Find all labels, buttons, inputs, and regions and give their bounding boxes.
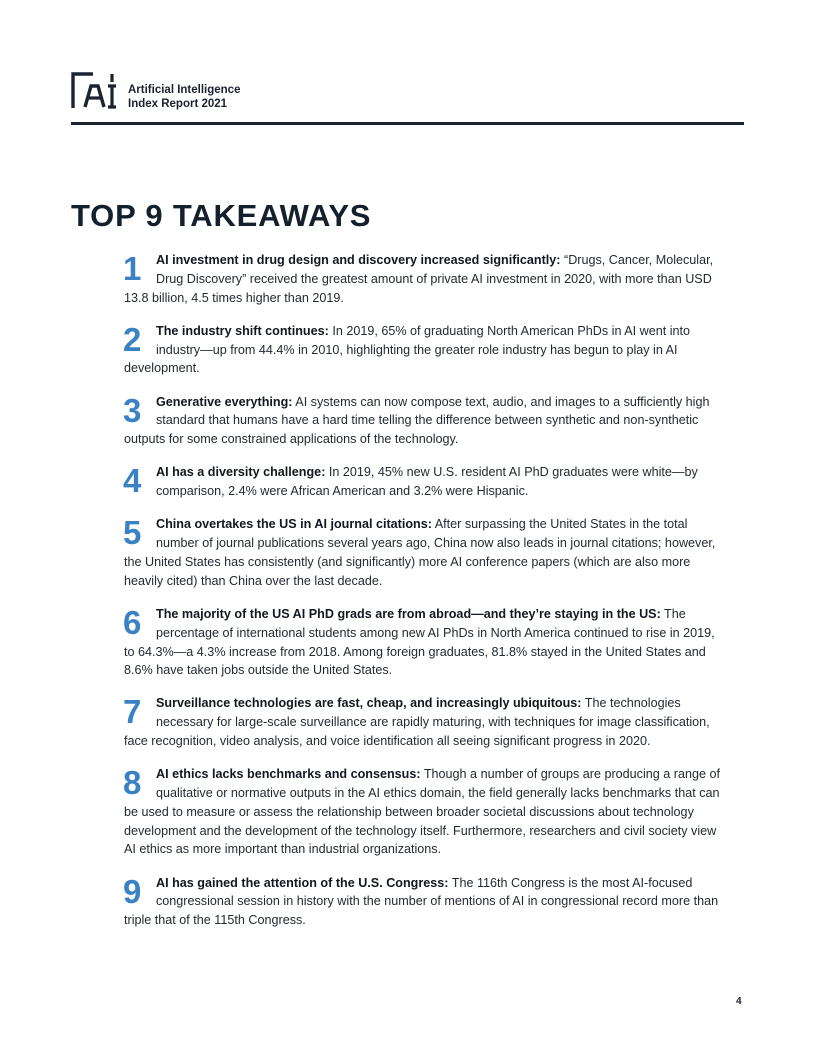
takeaway-item <box>124 874 724 930</box>
report-header <box>71 70 744 126</box>
takeaway-lead: AI investment in drug design and discovery increased significantly: <box>156 253 561 267</box>
takeaway-lead: AI ethics lacks benchmarks and consensus: <box>156 767 421 782</box>
report-name <box>128 84 240 111</box>
takeaway-item <box>124 605 724 680</box>
takeaway-body: The percentage of international students among new AI PhDs in North America continued to rise in 2019, to 64.3%—a 4.3% increase from 2018. Among foreign graduates, 81.8% stayed in the United States and 8.6% have taken jobs outside the United States. <box>124 606 715 678</box>
takeaway-item <box>124 765 724 859</box>
takeaway-text <box>124 605 724 680</box>
takeaway-number: 5 <box>123 514 142 552</box>
takeaway-lead: AI has a diversity challenge: <box>156 465 326 480</box>
takeaway-lead: Surveillance technologies are fast, cheap, and increasingly ubiquitous: <box>156 696 582 711</box>
takeaway-body: The technologies necessary for large-scale surveillance are rapidly maturing, with techniques for image classification, face recognition, video analysis, and voice identification all seeing significant progress in 2020. <box>124 696 710 749</box>
takeaway-text <box>124 874 724 930</box>
takeaway-text <box>124 765 724 859</box>
takeaway-body: “Drugs, Cancer, Molecular, Drug Discovery” received the greatest amount of private AI investment in 2020, with more than USD 13.8 billion, 4.5 times higher than 2019. <box>124 253 714 305</box>
takeaway-body: In 2019, 45% new U.S. resident AI PhD graduates were white—by comparison, 2.4% were African American and 3.2% were Hispanic. <box>156 465 698 499</box>
takeaway-item <box>124 694 724 750</box>
takeaway-lead: Generative everything: <box>156 394 293 409</box>
page-number: 4 <box>736 996 742 1007</box>
takeaway-number: 6 <box>123 603 142 641</box>
takeaway-body: The 116th Congress is the most AI-focused congressional session in history with the number of mentions of AI in congressional record more than triple that of the 115th Congress. <box>124 875 719 928</box>
takeaway-lead: The industry shift continues: <box>156 323 329 338</box>
takeaway-text <box>124 393 724 449</box>
takeaway-text <box>124 515 724 590</box>
takeaway-number: 2 <box>123 320 142 358</box>
takeaway-item <box>124 251 724 307</box>
takeaway-body: In 2019, 65% of graduating North American PhDs in AI went into industry—up from 44.4% in 2010, highlighting the greater role industry has begun to play in AI development. <box>124 323 691 376</box>
takeaway-item <box>124 393 724 449</box>
takeaway-lead: The majority of the US AI PhD grads are from abroad—and they’re staying in the US: <box>156 606 661 621</box>
takeaway-lead: AI has gained the attention of the U.S. Congress: <box>156 875 449 890</box>
takeaway-text <box>124 463 724 501</box>
takeaway-text <box>124 251 724 307</box>
header-divider <box>71 122 744 125</box>
page-title: TOP 9 TAKEAWAYS <box>71 198 372 233</box>
takeaway-number: 4 <box>123 462 142 500</box>
takeaway-item <box>124 515 724 590</box>
takeaway-item <box>124 322 724 378</box>
takeaway-number: 9 <box>123 872 142 910</box>
takeaway-text <box>124 322 724 378</box>
report-name-line1: Artificial Intelligence <box>128 84 241 96</box>
report-name-line2: Index Report 2021 <box>128 97 228 110</box>
takeaway-lead: China overtakes the US in AI journal citations: <box>156 517 432 532</box>
takeaway-number: 3 <box>123 391 142 429</box>
takeaway-number: 7 <box>123 693 142 731</box>
takeaway-item <box>124 463 724 501</box>
takeaway-body: AI systems can now compose text, audio, and images to a sufficiently high standard that humans have a hard time telling the difference between synthetic and non-synthetic outputs for some constrained applications of the technology. <box>124 394 710 447</box>
takeaway-body: Though a number of groups are producing a range of qualitative or normative outputs in the AI ethics domain, the field generally lacks benchmarks that can be used to measure or assess the relationship between broader societal discussions about technology development and the development of the technology itself. Furthermore, researchers and civil society view AI ethics as more important than industrial organizations. <box>124 767 720 857</box>
takeaways-list <box>124 251 724 930</box>
takeaway-body: After surpassing the United States in the total number of journal publications several years ago, China now also leads in journal citations; however, the United States has consistently (and significantly) more AI conference papers (which are also more heavily cited) than China over the last decade. <box>124 517 716 588</box>
takeaway-text <box>124 694 724 750</box>
ai-index-logo-icon <box>71 72 117 110</box>
takeaway-number: 1 <box>123 250 142 287</box>
takeaway-number: 8 <box>123 764 142 802</box>
